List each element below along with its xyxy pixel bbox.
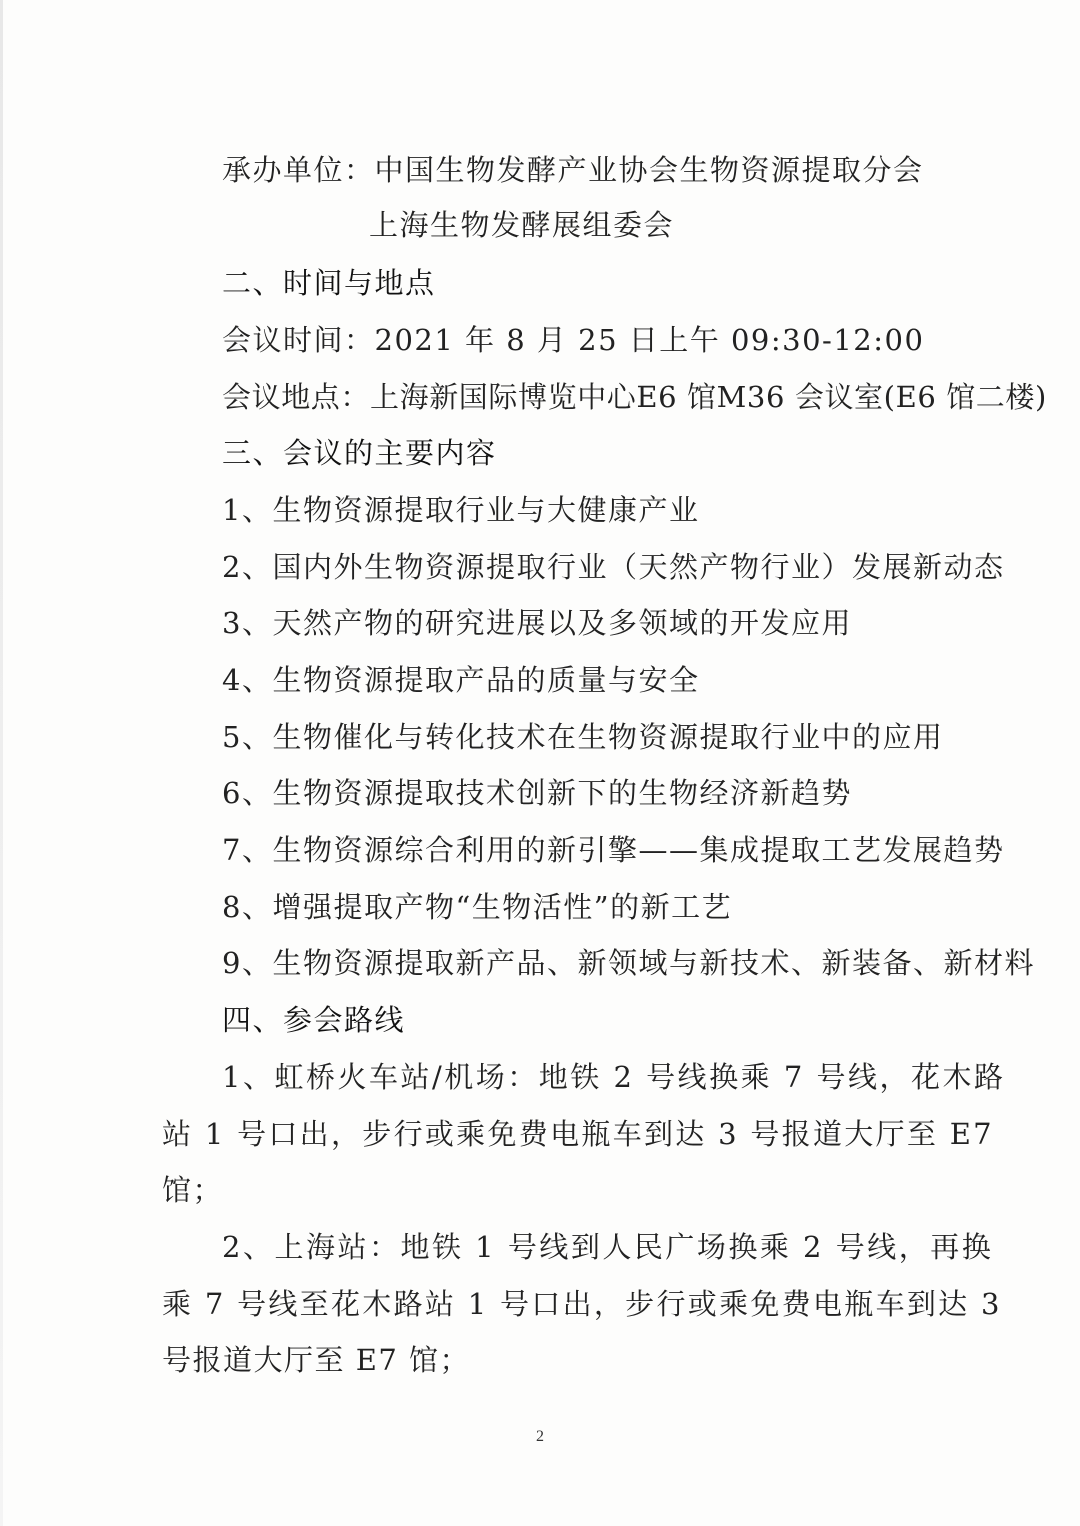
section2-heading: 二、时间与地点	[222, 266, 436, 300]
content-item: 4、生物资源提取产品的质量与安全	[222, 663, 700, 697]
route-line: 馆；	[162, 1173, 224, 1207]
content-item: 9、生物资源提取新产品、新领域与新技术、新装备、新材料	[222, 946, 1035, 980]
route-line: 2、上海站：地铁 1 号线到人民广场换乘 2 号线，再换	[222, 1230, 994, 1264]
route-line: 号报道大厅至 E7 馆；	[162, 1343, 471, 1377]
route-line: 站 1 号口出，步行或乘免费电瓶车到达 3 号报道大厅至 E7	[162, 1117, 994, 1151]
content-item: 7、生物资源综合利用的新引擎——集成提取工艺发展趋势	[222, 833, 1005, 867]
content-item: 8、增强提取产物“生物活性”的新工艺	[222, 890, 733, 924]
section3-heading: 三、会议的主要内容	[222, 436, 497, 470]
content-item: 6、生物资源提取技术创新下的生物经济新趋势	[222, 776, 852, 810]
section4-heading: 四、参会路线	[222, 1003, 406, 1037]
organizer-line: 承办单位：中国生物发酵产业协会生物资源提取分会	[222, 153, 924, 187]
organizer-second-line: 上海生物发酵展组委会	[369, 208, 675, 242]
meeting-time: 会议时间：2021 年 8 月 25 日上午 09:30-12:00	[222, 323, 925, 357]
scan-edge	[0, 0, 3, 1526]
route-line: 乘 7 号线至花木路站 1 号口出，步行或乘免费电瓶车到达 3	[162, 1287, 1002, 1321]
content-item: 2、国内外生物资源提取行业（天然产物行业）发展新动态	[222, 550, 1005, 584]
page-number: 2	[536, 1428, 544, 1445]
content-item: 1、生物资源提取行业与大健康产业	[222, 493, 700, 527]
meeting-place: 会议地点：上海新国际博览中心E6 馆M36 会议室(E6 馆二楼)	[222, 380, 1047, 414]
route-line: 1、虹桥火车站/机场：地铁 2 号线换乘 7 号线，花木路	[222, 1060, 1006, 1094]
content-item: 5、生物催化与转化技术在生物资源提取行业中的应用	[222, 720, 944, 754]
content-item: 3、天然产物的研究进展以及多领域的开发应用	[222, 606, 852, 640]
